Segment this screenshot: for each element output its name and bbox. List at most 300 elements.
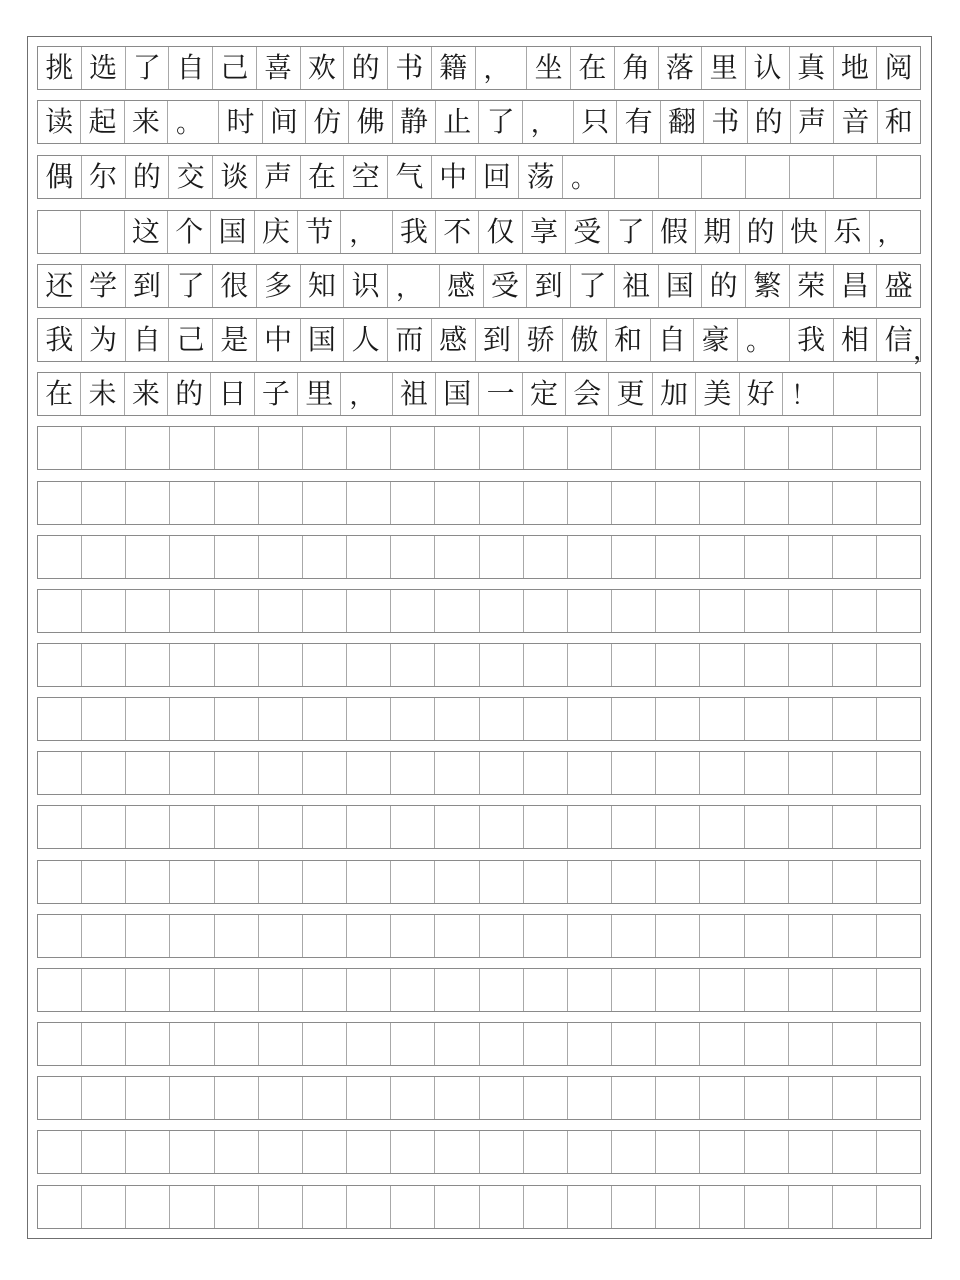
grid-cell [877, 1077, 920, 1119]
grid-cell: 的 [344, 47, 388, 89]
grid-cell [877, 698, 920, 740]
grid-cell [789, 427, 833, 469]
grid-cell [347, 644, 391, 686]
grid-cell [656, 915, 700, 957]
grid-cell: 喜 [257, 47, 301, 89]
grid-cell [38, 806, 82, 848]
grid-cell [303, 915, 347, 957]
grid-cell [789, 969, 833, 1011]
grid-cell: 未 [81, 373, 124, 415]
grid-cell [347, 698, 391, 740]
grid-cell [391, 1023, 435, 1065]
grid-cell [170, 861, 214, 903]
grid-cell [347, 590, 391, 632]
grid-cell [480, 969, 524, 1011]
grid-cell [82, 806, 126, 848]
grid-cell [303, 861, 347, 903]
grid-row [37, 264, 921, 308]
grid-cell: 乐 [826, 211, 869, 253]
grid-cell [833, 536, 877, 578]
grid-cell [656, 698, 700, 740]
grid-cell [877, 861, 920, 903]
grid-row [37, 697, 921, 741]
grid-cell: 更 [609, 373, 652, 415]
grid-cell [568, 536, 612, 578]
margin-punctuation: ， [913, 336, 940, 366]
grid-cell [700, 644, 744, 686]
grid-cell [524, 752, 568, 794]
grid-cell [568, 644, 612, 686]
grid-cell [303, 806, 347, 848]
grid-row [37, 46, 921, 90]
grid-cell [568, 806, 612, 848]
grid-cell [170, 1131, 214, 1173]
grid-cell [170, 806, 214, 848]
grid-cell [745, 1077, 789, 1119]
grid-cell [215, 1077, 259, 1119]
grid-cell [833, 1023, 877, 1065]
grid-cell [568, 427, 612, 469]
grid-cell: 来 [125, 373, 168, 415]
grid-cell [789, 1077, 833, 1119]
grid-cell [38, 482, 82, 524]
grid-cell [877, 1131, 920, 1173]
grid-cell [170, 752, 214, 794]
grid-cell [568, 861, 612, 903]
grid-cell [391, 1077, 435, 1119]
grid-cell: 交 [169, 156, 213, 198]
grid-cell: 坐 [527, 47, 571, 89]
grid-cell [435, 969, 479, 1011]
grid-cell [347, 1186, 391, 1228]
grid-cell: 起 [81, 101, 124, 143]
grid-cell [126, 806, 170, 848]
grid-cell: 了 [609, 211, 652, 253]
grid-cell [480, 698, 524, 740]
grid-cell: 祖 [615, 265, 659, 307]
grid-cell [524, 698, 568, 740]
grid-cell [480, 1131, 524, 1173]
grid-cell [215, 590, 259, 632]
grid-cell [833, 806, 877, 848]
grid-cell [38, 1131, 82, 1173]
grid-cell [524, 536, 568, 578]
grid-cell [745, 752, 789, 794]
grid-cell: 偶 [38, 156, 82, 198]
grid-cell: 国 [436, 373, 479, 415]
grid-cell [524, 1023, 568, 1065]
grid-cell [480, 590, 524, 632]
grid-cell: 我 [393, 211, 436, 253]
grid-cell [612, 806, 656, 848]
grid-cell [789, 644, 833, 686]
grid-cell [789, 915, 833, 957]
grid-cell [303, 969, 347, 1011]
grid-cell [435, 482, 479, 524]
grid-cell [480, 752, 524, 794]
grid-cell [303, 536, 347, 578]
grid-cell [480, 536, 524, 578]
grid-cell [524, 1077, 568, 1119]
grid-cell: 的 [126, 156, 170, 198]
grid-cell [700, 427, 744, 469]
grid-cell [82, 698, 126, 740]
grid-row [37, 1022, 921, 1066]
grid-cell [126, 427, 170, 469]
grid-row [37, 643, 921, 687]
grid-cell [82, 1131, 126, 1173]
grid-cell [700, 915, 744, 957]
grid-cell [789, 861, 833, 903]
grid-cell [303, 752, 347, 794]
grid-row [37, 751, 921, 795]
grid-cell: 止 [436, 101, 479, 143]
grid-cell: 的 [740, 211, 783, 253]
grid-cell [656, 644, 700, 686]
grid-cell: 假 [653, 211, 696, 253]
grid-cell [215, 969, 259, 1011]
grid-cell: 地 [834, 47, 878, 89]
grid-cell [656, 861, 700, 903]
grid-cell [833, 482, 877, 524]
grid-cell [524, 806, 568, 848]
grid-cell [82, 427, 126, 469]
grid-cell [215, 698, 259, 740]
grid-cell [702, 156, 746, 198]
grid-cell [833, 861, 877, 903]
grid-cell [789, 536, 833, 578]
grid-cell [833, 698, 877, 740]
grid-cell: 庆 [255, 211, 298, 253]
grid-cell: 人 [344, 319, 388, 361]
grid-cell [833, 1077, 877, 1119]
grid-cell: 祖 [393, 373, 436, 415]
grid-cell: 自 [126, 319, 170, 361]
grid-cell [568, 698, 612, 740]
grid-cell: 书 [388, 47, 432, 89]
grid-cell [82, 482, 126, 524]
grid-cell [480, 482, 524, 524]
grid-cell [524, 590, 568, 632]
grid-cell [612, 1077, 656, 1119]
grid-cell [126, 1131, 170, 1173]
grid-cell: 了 [479, 101, 522, 143]
grid-cell: 我 [790, 319, 834, 361]
grid-cell [524, 1131, 568, 1173]
grid-cell: 仿 [306, 101, 349, 143]
grid-cell: 气 [388, 156, 432, 198]
grid-cell: 受 [484, 265, 528, 307]
grid-cell [82, 915, 126, 957]
grid-cell: 的 [748, 101, 791, 143]
grid-cell [435, 644, 479, 686]
grid-cell [480, 427, 524, 469]
grid-cell: 知 [301, 265, 345, 307]
grid-cell [834, 156, 878, 198]
grid-cell [656, 590, 700, 632]
grid-cell [82, 1077, 126, 1119]
grid-cell [480, 1186, 524, 1228]
grid-cell [303, 644, 347, 686]
grid-cell [126, 482, 170, 524]
grid-cell [347, 482, 391, 524]
grid-cell [38, 427, 82, 469]
grid-cell: 静 [393, 101, 436, 143]
grid-cell [656, 752, 700, 794]
grid-cell [700, 482, 744, 524]
grid-cell [877, 752, 920, 794]
grid-cell [82, 752, 126, 794]
grid-cell: 个 [168, 211, 211, 253]
grid-cell: 佛 [349, 101, 392, 143]
grid-cell [568, 1186, 612, 1228]
grid-cell [789, 752, 833, 794]
grid-cell [745, 644, 789, 686]
grid-cell [612, 861, 656, 903]
grid-cell: 和 [884, 105, 913, 138]
grid-cell [700, 1186, 744, 1228]
grid-cell: 不 [436, 211, 479, 253]
grid-cell: 。 [738, 319, 790, 361]
grid-cell [789, 1023, 833, 1065]
grid-cell [789, 1131, 833, 1173]
grid-cell [833, 969, 877, 1011]
grid-cell: 傲 [563, 319, 607, 361]
grid-cell: 还 [38, 265, 82, 307]
grid-cell: 会 [566, 373, 609, 415]
grid-cell: 自 [169, 47, 213, 89]
grid-cell: 有 [617, 101, 660, 143]
grid-cell: 。 [168, 101, 219, 143]
grid-cell [303, 427, 347, 469]
grid-cell [833, 752, 877, 794]
grid-cell [833, 915, 877, 957]
grid-cell: 的 [702, 265, 746, 307]
grid-cell [656, 536, 700, 578]
grid-cell [568, 590, 612, 632]
grid-cell [391, 536, 435, 578]
grid-cell: 的 [168, 373, 211, 415]
grid-cell [745, 427, 789, 469]
grid-cell [656, 1077, 700, 1119]
grid-cell: 多 [257, 265, 301, 307]
grid-cell [38, 969, 82, 1011]
grid-cell [524, 861, 568, 903]
grid-cell [700, 806, 744, 848]
grid-cell [391, 861, 435, 903]
grid-cell [38, 590, 82, 632]
grid-cell [656, 969, 700, 1011]
grid-cell [745, 590, 789, 632]
grid-cell [745, 806, 789, 848]
grid-cell: 享 [523, 211, 566, 253]
grid-cell [435, 1077, 479, 1119]
grid-cell [170, 698, 214, 740]
grid-cell [259, 1131, 303, 1173]
grid-cell [126, 969, 170, 1011]
grid-cell [347, 427, 391, 469]
grid-cell [656, 427, 700, 469]
grid-row [37, 860, 921, 904]
grid-cell [612, 1131, 656, 1173]
grid-cell [789, 698, 833, 740]
grid-cell [259, 806, 303, 848]
grid-cell [82, 1023, 126, 1065]
grid-row [37, 372, 921, 416]
grid-cell [303, 698, 347, 740]
grid-cell [612, 969, 656, 1011]
grid-cell [259, 482, 303, 524]
grid-cell [568, 1023, 612, 1065]
grid-cell [215, 1023, 259, 1065]
grid-cell [259, 590, 303, 632]
grid-cell [700, 861, 744, 903]
grid-cell [656, 806, 700, 848]
grid-cell: 谈 [213, 156, 257, 198]
grid-cell [303, 1023, 347, 1065]
grid-cell [745, 861, 789, 903]
grid-cell [391, 752, 435, 794]
grid-cell [659, 156, 703, 198]
grid-cell [81, 211, 124, 253]
grid-cell [347, 536, 391, 578]
grid-cell [259, 752, 303, 794]
grid-row [37, 1185, 921, 1229]
grid-cell [82, 590, 126, 632]
grid-cell [82, 1186, 126, 1228]
grid-cell [303, 1077, 347, 1119]
grid-cell [435, 861, 479, 903]
grid-cell: 挑 [38, 47, 82, 89]
grid-cell [38, 644, 82, 686]
grid-cell: 在 [571, 47, 615, 89]
grid-cell [435, 1023, 479, 1065]
grid-cell [170, 536, 214, 578]
grid-cell [612, 1023, 656, 1065]
grid-cell [391, 698, 435, 740]
grid-cell [789, 482, 833, 524]
grid-cell: 自 [651, 319, 695, 361]
grid-cell [789, 590, 833, 632]
grid-cell: 回 [476, 156, 520, 198]
grid-cell [833, 1186, 877, 1228]
grid-cell: 己 [213, 47, 257, 89]
grid-cell: 声 [257, 156, 301, 198]
grid-cell [877, 806, 920, 848]
grid-cell: 感 [440, 265, 484, 307]
grid-cell [126, 590, 170, 632]
grid-cell [656, 482, 700, 524]
grid-cell [480, 644, 524, 686]
grid-cell: 定 [523, 373, 566, 415]
grid-cell [480, 861, 524, 903]
grid-cell [877, 427, 920, 469]
grid-cell [700, 698, 744, 740]
grid-cell: 认 [746, 47, 790, 89]
grid-cell: 间 [263, 101, 306, 143]
grid-cell [38, 915, 82, 957]
grid-cell [700, 1077, 744, 1119]
grid-cell [303, 1186, 347, 1228]
grid-cell [391, 1131, 435, 1173]
grid-cell [126, 915, 170, 957]
grid-cell [877, 915, 920, 957]
grid-cell: 到 [476, 319, 520, 361]
grid-cell [170, 644, 214, 686]
grid-cell [612, 482, 656, 524]
grid-cell: 尔 [82, 156, 126, 198]
grid-cell [877, 482, 920, 524]
grid-cell [568, 1077, 612, 1119]
grid-cell [170, 1023, 214, 1065]
grid-cell: 这 [125, 211, 168, 253]
grid-cell: 国 [659, 265, 703, 307]
grid-cell [347, 1131, 391, 1173]
grid-row [37, 210, 921, 254]
grid-cell [215, 915, 259, 957]
grid-cell: ， [877, 219, 904, 249]
grid-cell [480, 1023, 524, 1065]
grid-cell [126, 861, 170, 903]
grid-cell [877, 1023, 920, 1065]
grid-cell [259, 1077, 303, 1119]
grid-cell: ， [388, 265, 440, 307]
grid-cell: 节 [298, 211, 341, 253]
grid-cell [435, 1131, 479, 1173]
grid-cell [126, 536, 170, 578]
grid-cell [612, 698, 656, 740]
grid-cell [215, 1186, 259, 1228]
grid-cell [700, 536, 744, 578]
grid-cell [435, 915, 479, 957]
grid-cell [126, 1023, 170, 1065]
grid-cell [615, 156, 659, 198]
grid-cell [878, 373, 920, 415]
grid-cell [347, 806, 391, 848]
grid-cell [480, 1077, 524, 1119]
grid-cell [303, 482, 347, 524]
grid-cell: 加 [653, 373, 696, 415]
grid-cell [347, 915, 391, 957]
grid-cell [834, 373, 877, 415]
grid-cell: 仅 [479, 211, 522, 253]
grid-cell: 落 [659, 47, 703, 89]
grid-cell [435, 536, 479, 578]
grid-cell [700, 1131, 744, 1173]
grid-row [37, 968, 921, 1012]
grid-cell [568, 969, 612, 1011]
grid-cell: 豪 [694, 319, 738, 361]
grid-row [37, 535, 921, 579]
grid-cell: 来 [125, 101, 168, 143]
grid-cell [38, 698, 82, 740]
grid-cell [259, 1023, 303, 1065]
grid-cell [215, 536, 259, 578]
grid-cell [833, 590, 877, 632]
grid-cell [612, 1186, 656, 1228]
grid-row [37, 805, 921, 849]
grid-cell [391, 806, 435, 848]
grid-cell [745, 1023, 789, 1065]
grid-cell [568, 482, 612, 524]
grid-cell [877, 644, 920, 686]
grid-cell [259, 644, 303, 686]
grid-cell [38, 1186, 82, 1228]
grid-cell [126, 644, 170, 686]
grid-cell [789, 1186, 833, 1228]
grid-cell [391, 482, 435, 524]
grid-cell: 。 [563, 156, 615, 198]
